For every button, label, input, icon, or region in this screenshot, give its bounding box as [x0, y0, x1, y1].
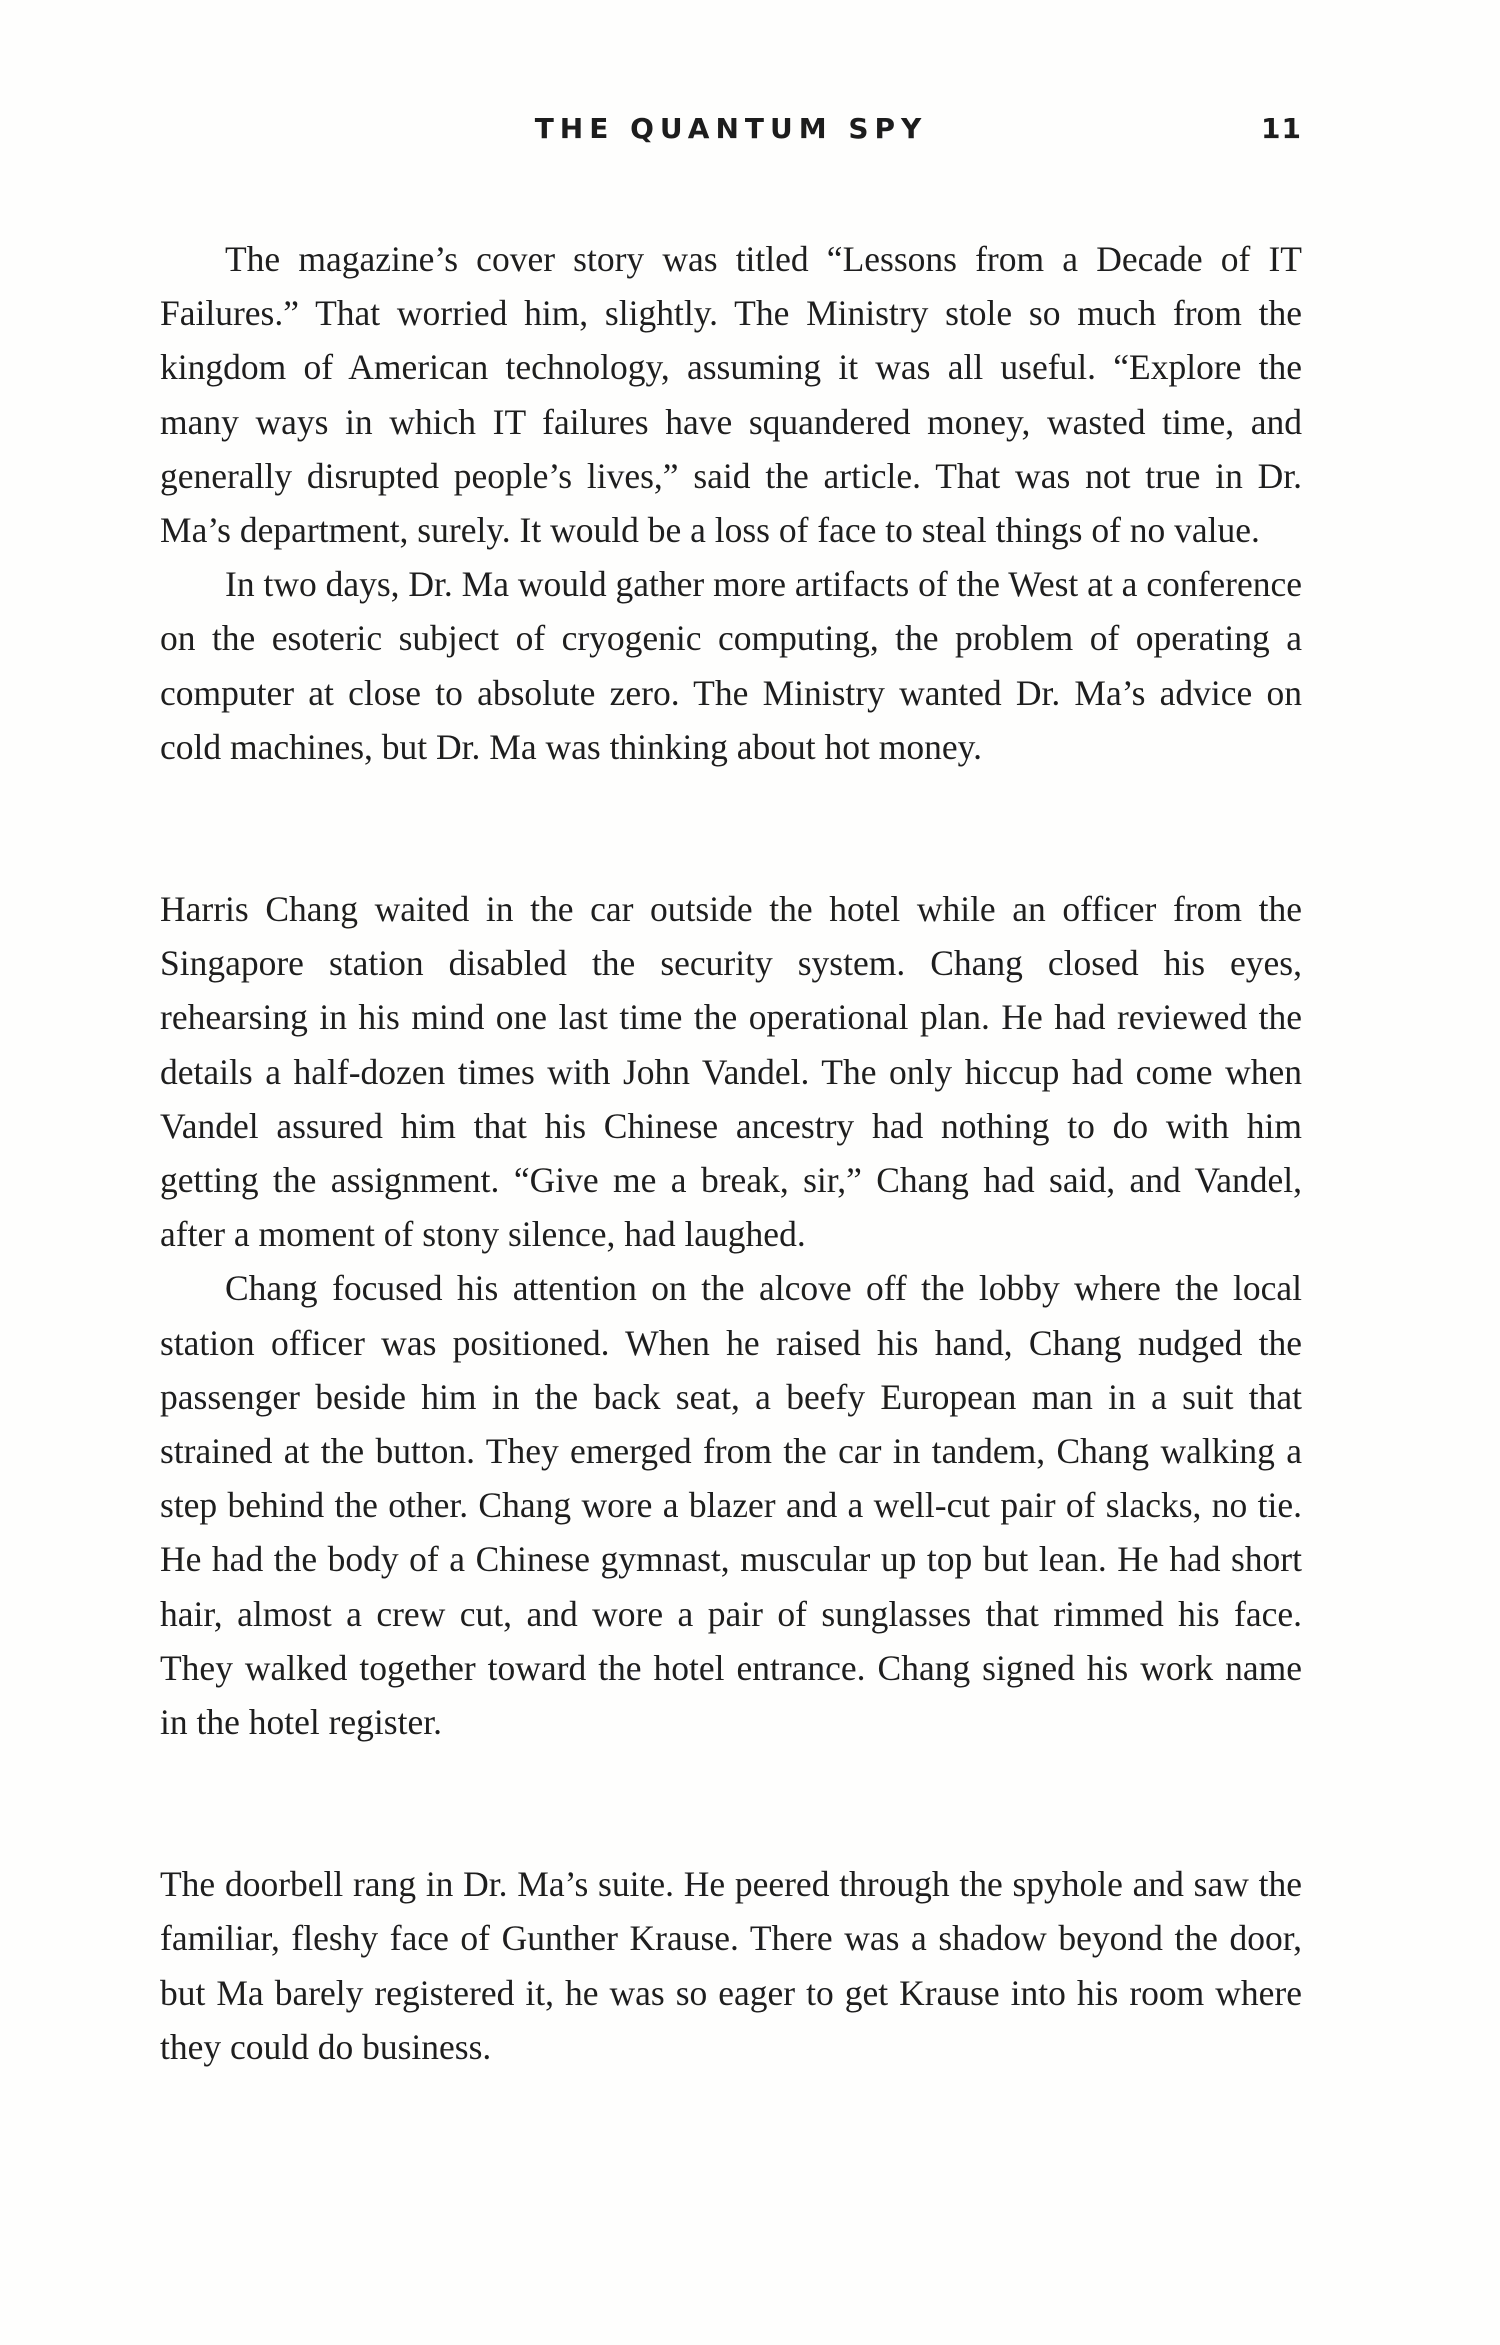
section-2	[160, 882, 1302, 1749]
paragraph: In two days, Dr. Ma would gather more artifacts of the West at a conference on the esoteric subject of cryogenic computing, the problem of operating a computer at close to absolute zero. The Ministry wanted Dr. Ma’s advice on cold machines, but Dr. Ma was thinking about hot money.	[160, 564, 1302, 767]
section-break	[160, 1749, 1302, 1857]
section-1	[160, 232, 1302, 774]
body-text	[160, 232, 1302, 2074]
paragraph: Chang focused his attention on the alcove off the lobby where the local station officer was positioned. When he raised his hand, Chang nudged the passenger beside him in the back seat, a beefy European man in a suit that strained at the button. They emerged from the car in tandem, Chang walking a step behind the other. Chang wore a blazer and a well-cut pair of slacks, no tie. He had the body of a Chinese gymnast, muscular up top but lean. He had short hair, almost a crew cut, and wore a pair of sunglasses that rimmed his face. They walked together toward the hotel entrance. Chang signed his work name in the hotel register.	[160, 1268, 1302, 1743]
book-title: THE QUANTUM SPY	[534, 112, 928, 145]
page-number: 11	[1261, 112, 1302, 145]
running-head	[160, 112, 1302, 160]
section-3	[160, 1857, 1302, 2074]
paragraph: The magazine’s cover story was titled “Lessons from a Decade of IT Failures.” That worried him, slightly. The Ministry stole so much from the kingdom of American technology, assuming it was all useful. “Explore the many ways in which IT failures have squandered money, wasted time, and generally disrupted people’s lives,” said the article. That was not true in Dr. Ma’s department, surely. It would be a loss of face to steal things of no value.	[160, 239, 1302, 551]
paragraph: Harris Chang waited in the car outside the hotel while an officer from the Singapore station disabled the security system. Chang closed his eyes, rehearsing in his mind one last time the operational plan. He had reviewed the details a half-dozen times with John Vandel. The only hiccup had come when Vandel assured him that his Chinese ancestry had nothing to do with him getting the assignment. “Give me a break, sir,” Chang had said, and Vandel, after a moment of stony silence, had laughed.	[160, 889, 1302, 1255]
paragraph: The doorbell rang in Dr. Ma’s suite. He peered through the spyhole and saw the familiar, fleshy face of Gunther Krause. There was a shadow beyond the door, but Ma barely registered it, he was so eager to get Krause into his room where they could do business.	[160, 1864, 1302, 2067]
section-break	[160, 774, 1302, 882]
